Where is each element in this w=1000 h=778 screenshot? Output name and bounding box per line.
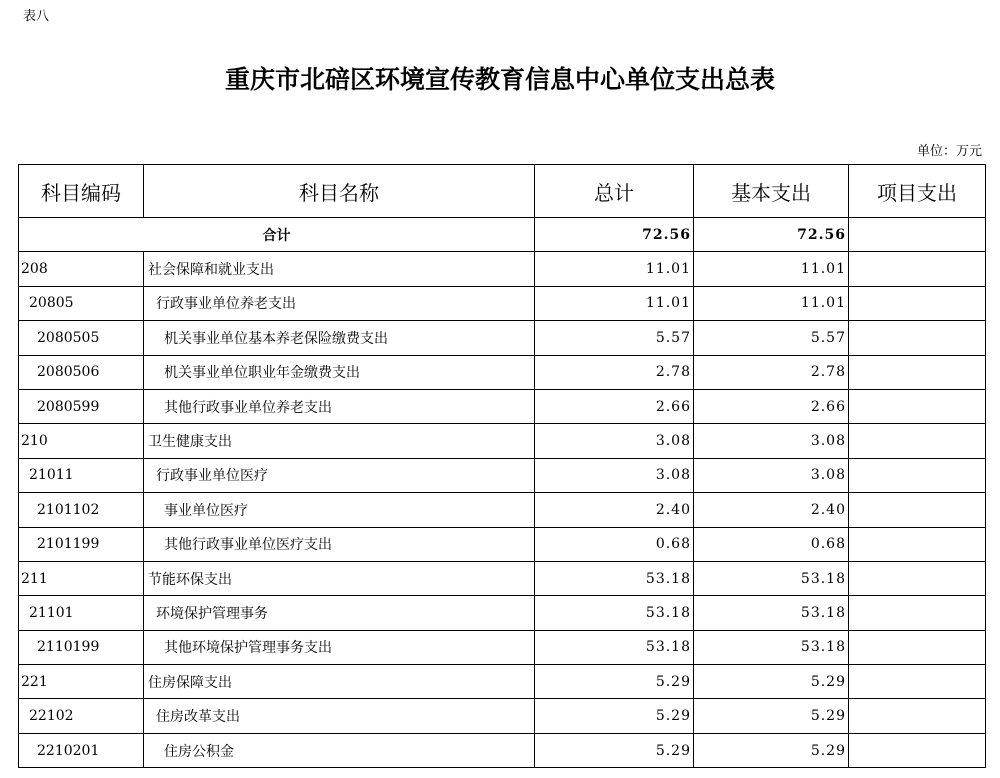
row-project — [849, 321, 986, 355]
page-title: 重庆市北碚区环境宣传教育信息中心单位支出总表 — [224, 65, 775, 94]
row-total: 53.18 — [535, 630, 694, 664]
row-total: 3.08 — [535, 458, 694, 492]
table-row — [19, 355, 986, 389]
total-label: 合计 — [19, 218, 535, 252]
row-project — [849, 630, 986, 664]
row-basic: 0.68 — [694, 527, 849, 561]
row-name: 住房保障支出 — [144, 665, 535, 699]
header-total: 总计 — [535, 165, 694, 218]
row-name: 节能环保支出 — [144, 561, 535, 595]
table-row — [19, 424, 986, 458]
row-name: 其他行政事业单位养老支出 — [144, 389, 535, 423]
row-name: 卫生健康支出 — [144, 424, 535, 458]
table-row — [19, 389, 986, 423]
row-code: 208 — [19, 252, 144, 286]
row-name: 社会保障和就业支出 — [144, 252, 535, 286]
row-project — [849, 286, 986, 320]
row-code: 2210201 — [19, 733, 144, 767]
header-row — [19, 165, 986, 218]
row-name: 住房改革支出 — [144, 699, 535, 733]
row-basic: 2.78 — [694, 355, 849, 389]
row-project — [849, 527, 986, 561]
row-project — [849, 355, 986, 389]
row-total: 5.57 — [535, 321, 694, 355]
row-total: 53.18 — [535, 561, 694, 595]
row-project — [849, 389, 986, 423]
header-project: 项目支出 — [849, 165, 986, 218]
header-basic: 基本支出 — [694, 165, 849, 218]
expenditure-table — [18, 164, 986, 768]
row-project — [849, 561, 986, 595]
total-project — [849, 218, 986, 252]
row-name: 环境保护管理事务 — [144, 596, 535, 630]
row-basic: 5.29 — [694, 699, 849, 733]
table-row — [19, 665, 986, 699]
row-basic: 11.01 — [694, 252, 849, 286]
row-basic: 3.08 — [694, 424, 849, 458]
row-code: 22102 — [19, 699, 144, 733]
row-total: 0.68 — [535, 527, 694, 561]
row-code: 2080506 — [19, 355, 144, 389]
row-code: 21101 — [19, 596, 144, 630]
row-code: 2080505 — [19, 321, 144, 355]
row-name: 其他环境保护管理事务支出 — [144, 630, 535, 664]
row-name: 机关事业单位职业年金缴费支出 — [144, 355, 535, 389]
row-total: 2.66 — [535, 389, 694, 423]
row-basic: 11.01 — [694, 286, 849, 320]
table-number-tag: 表八 — [23, 9, 50, 24]
row-total: 11.01 — [535, 286, 694, 320]
row-basic: 53.18 — [694, 630, 849, 664]
row-name: 行政事业单位医疗 — [144, 458, 535, 492]
row-project — [849, 699, 986, 733]
row-total: 2.40 — [535, 493, 694, 527]
row-project — [849, 733, 986, 767]
row-project — [849, 424, 986, 458]
row-code: 210 — [19, 424, 144, 458]
table-row — [19, 527, 986, 561]
row-code: 2110199 — [19, 630, 144, 664]
row-basic: 53.18 — [694, 596, 849, 630]
row-basic: 5.57 — [694, 321, 849, 355]
table-row — [19, 321, 986, 355]
table-row — [19, 561, 986, 595]
row-name: 住房公积金 — [144, 733, 535, 767]
header-code: 科目编码 — [19, 165, 144, 218]
row-basic: 2.40 — [694, 493, 849, 527]
row-project — [849, 493, 986, 527]
row-code: 21011 — [19, 458, 144, 492]
row-basic: 2.66 — [694, 389, 849, 423]
row-name: 其他行政事业单位医疗支出 — [144, 527, 535, 561]
table-row — [19, 493, 986, 527]
row-name: 行政事业单位养老支出 — [144, 286, 535, 320]
table-row — [19, 458, 986, 492]
row-code: 2080599 — [19, 389, 144, 423]
total-total: 72.56 — [535, 218, 694, 252]
row-code: 20805 — [19, 286, 144, 320]
row-total: 53.18 — [535, 596, 694, 630]
row-project — [849, 665, 986, 699]
table-row — [19, 699, 986, 733]
row-code: 221 — [19, 665, 144, 699]
row-total: 2.78 — [535, 355, 694, 389]
row-code: 211 — [19, 561, 144, 595]
unit-label: 单位：万元 — [916, 144, 982, 159]
row-basic: 53.18 — [694, 561, 849, 595]
total-row — [19, 218, 986, 252]
row-code: 2101102 — [19, 493, 144, 527]
header-name: 科目名称 — [144, 165, 535, 218]
row-project — [849, 252, 986, 286]
row-total: 5.29 — [535, 665, 694, 699]
row-name: 机关事业单位基本养老保险缴费支出 — [144, 321, 535, 355]
row-total: 5.29 — [535, 699, 694, 733]
row-basic: 5.29 — [694, 665, 849, 699]
row-project — [849, 458, 986, 492]
table-row — [19, 596, 986, 630]
row-total: 3.08 — [535, 424, 694, 458]
row-total: 11.01 — [535, 252, 694, 286]
row-basic: 3.08 — [694, 458, 849, 492]
table-row — [19, 733, 986, 767]
table-row — [19, 286, 986, 320]
total-basic: 72.56 — [694, 218, 849, 252]
table-row — [19, 252, 986, 286]
row-basic: 5.29 — [694, 733, 849, 767]
table-row — [19, 630, 986, 664]
row-name: 事业单位医疗 — [144, 493, 535, 527]
row-code: 2101199 — [19, 527, 144, 561]
row-total: 5.29 — [535, 733, 694, 767]
row-project — [849, 596, 986, 630]
